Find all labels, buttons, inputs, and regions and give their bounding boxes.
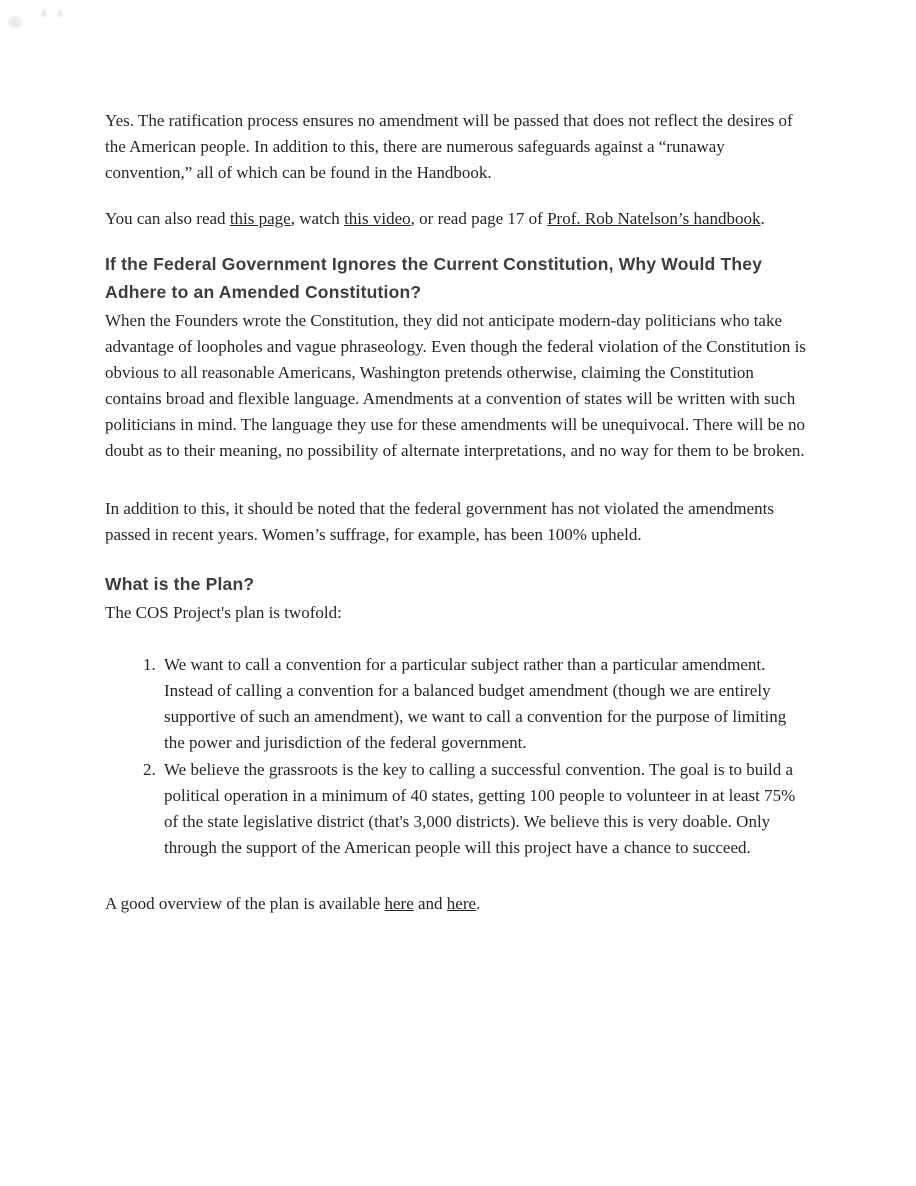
heading-ignore-constitution: If the Federal Government Ignores the Current Constitution, Why Would They Adhere to an Amended Constitution? (105, 254, 763, 302)
link-here-1[interactable]: here (384, 894, 414, 913)
scan-tick-artifact (41, 9, 47, 19)
document-content (105, 108, 811, 917)
also-read-mid1-text: , watch (290, 209, 345, 228)
plan-list (105, 652, 811, 861)
plan-intro-text: The COS Project's plan is twofold: (105, 603, 342, 622)
also-read-prefix-text: You can also read (105, 209, 230, 228)
link-this-video[interactable]: this video (344, 209, 411, 228)
heading-what-is-the-plan: What is the Plan? (105, 574, 255, 594)
paragraph-not-violated: In addition to this, it should be noted that the federal government has not violated the amendments passed in recent years. Women’s suffrage, for example, has been 100% upheld. (105, 499, 774, 544)
link-this-page[interactable]: this page (229, 209, 291, 228)
plan-list-item-2: 2. We believe the grassroots is the key to calling a successful convention. The goal is to build a political operation in a minimum of 40 states, getting 100 people to volunteer in at least 75% of the state legislative district (that's 3,000 districts). We believe this is very doable. Only through the support of the American people will this project have a chance to succeed. (160, 757, 811, 861)
plan-list-item-1: 1. We want to call a convention for a particular subject rather than a particular amendment. Instead of calling a convention for a balanced budget amendment (though we are entirely supportive of such an amendment), we want to call a convention for the purpose of limiting the power and jurisdiction of the federal government. (160, 652, 811, 756)
scan-smudge-artifact (8, 16, 22, 28)
link-natelson-handbook[interactable]: Prof. Rob Natelson’s handbook (547, 209, 761, 228)
also-read-mid2-text: , or read page 17 of (410, 209, 548, 228)
overview-prefix-text: A good overview of the plan is available (105, 894, 385, 913)
paragraph-also-read (105, 206, 811, 232)
overview-mid-text: and (413, 894, 447, 913)
paragraph-founders: When the Founders wrote the Constitution, they did not anticipate modern-day politicians who take advantage of loopholes and vague phraseology. Even though the federal violation of the Constitution is obvious to all reasonable Americans, Washington pretends otherwise, claiming the Constitution contains broad and flexible language. Amendments at a convention of states will be written with such politicians in mind. The language they use for these amendments will be unequivocal. There will be no doubt as to their meaning, no possibility of alternate interpretations, and no way for them to be broken. (105, 311, 806, 460)
also-read-suffix-text: . (760, 209, 765, 228)
overview-suffix-text: . (476, 894, 481, 913)
scan-tick-artifact (57, 9, 63, 19)
paragraph-overview (105, 891, 811, 917)
link-here-2[interactable]: here (446, 894, 477, 913)
paragraph-ratification: Yes. The ratification process ensures no amendment will be passed that does not reflect the desires of the American people. In addition to this, there are numerous safeguards against a “runaway convention,” all of which can be found in the Handbook. (105, 111, 793, 182)
